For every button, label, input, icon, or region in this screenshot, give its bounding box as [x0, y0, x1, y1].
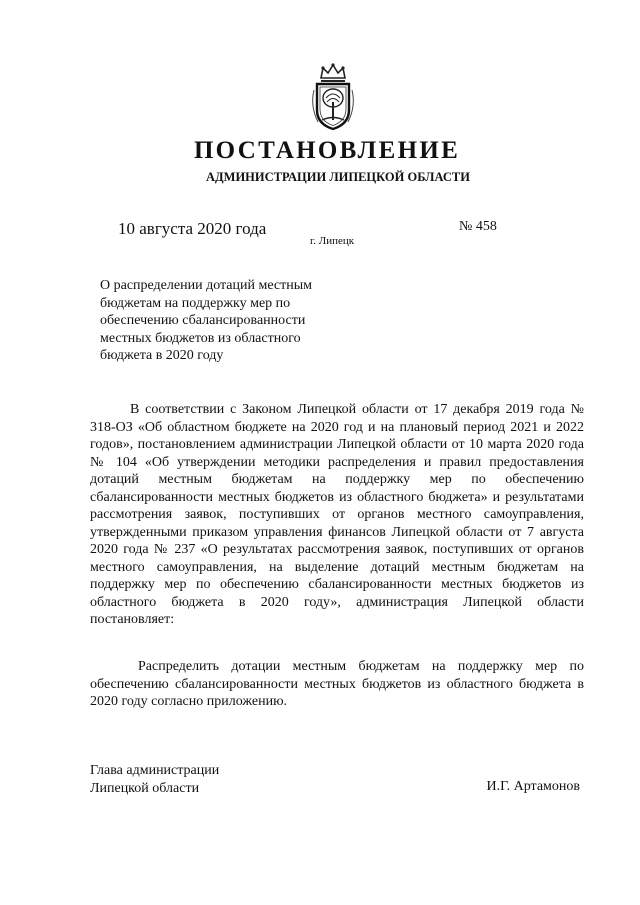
subject-line: бюджетам на поддержку мер по — [100, 295, 291, 311]
signatory-name: И.Г. Артамонов — [486, 779, 580, 794]
subject-line: обеспечению сбалансированности — [100, 313, 306, 328]
document-subject — [100, 277, 350, 365]
signatory-position — [90, 762, 219, 797]
document-title: ПОСТАНОВЛЕНИЕ — [193, 137, 461, 164]
document-issuer: АДМИНИСТРАЦИИ ЛИПЕЦКОЙ ОБЛАСТИ — [206, 170, 470, 184]
subject-line: О распределении дотаций местным — [100, 278, 313, 293]
subject-line: бюджета в 2020 году — [100, 348, 224, 363]
signatory-position-line: Глава администрации — [90, 763, 220, 778]
body-paragraph-resolution: Распределить дотации местным бюджетам на поддержку мер по обеспечению сбалансированности местных бюджетов из областного бюджета в 2020 году согласно приложению. — [90, 659, 584, 709]
coat-of-arms-icon — [304, 62, 362, 132]
subject-line: местных бюджетов из областного — [100, 330, 301, 346]
body-paragraph-preamble: В соответствии с Законом Липецкой области от 17 декабря 2019 года № 318-ОЗ «Об областном бюджете на 2020 год и на плановый период 2021 и 2022 годов», постановлением администрации Липецкой области от 10 марта 2020 года № 104 «Об утверждении методики распределения и правил предоставления дотаций местным бюджетам на поддержку мер по обеспечению сбалансированности местных бюджетов из областного бюджета» и результатами рассмотрения заявок, поступивших от органов местного самоуправления, утвержденными приказом управления финансов Липецкой области от 7 августа 2020 года № 237 «О результатах рассмотрения заявок, поступивших от органов местного самоуправления, на выделение дотаций местным бюджетам на поддержку мер по обеспечению сбалансированности местных бюджетов из областного бюджета в 2020 году», администрация Липецкой области постановляет: — [90, 402, 584, 627]
document-number: № 458 — [459, 219, 497, 234]
signatory-position-line: Липецкой области — [90, 780, 200, 796]
document-date: 10 августа 2020 года — [118, 219, 267, 238]
document-city: г. Липецк — [310, 235, 355, 247]
